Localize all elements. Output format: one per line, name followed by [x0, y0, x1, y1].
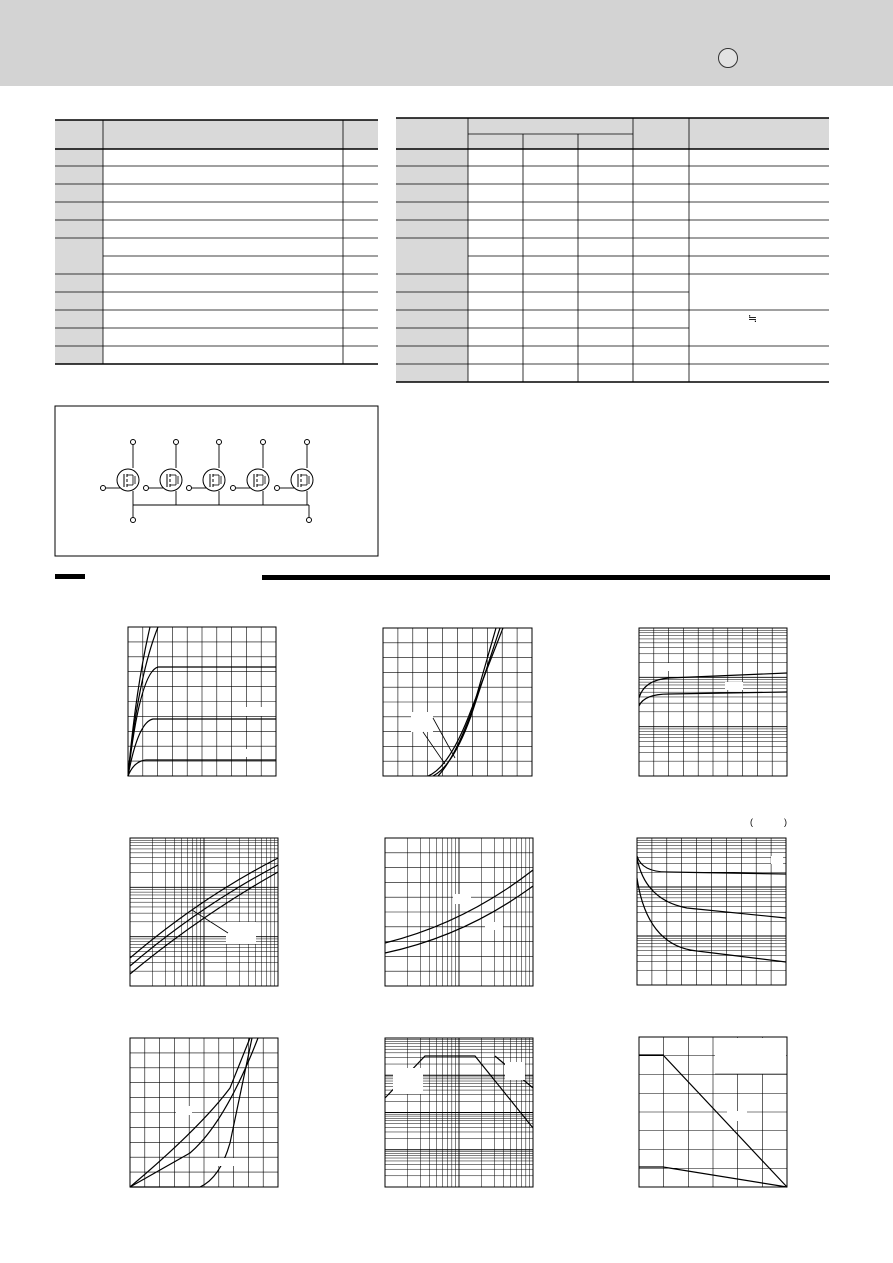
- table-symbol-cell: [396, 328, 468, 346]
- table-symbol-cell: [55, 346, 103, 364]
- mosfet-symbol-icon: [203, 469, 225, 491]
- chart-7: [130, 1038, 278, 1187]
- terminal-icon: [101, 486, 106, 491]
- table-symbol-cell: [55, 310, 103, 328]
- table-symbol-cell: [396, 364, 468, 382]
- chart-4: [130, 838, 278, 986]
- terminal-icon: [131, 440, 136, 445]
- mosfet-symbol-icon: [291, 469, 313, 491]
- equivalent-circuit: [55, 406, 378, 556]
- chart-1: [128, 627, 276, 776]
- table-symbol-cell: [396, 274, 468, 292]
- table-symbol-cell: [55, 184, 103, 202]
- chart-6: [637, 838, 786, 985]
- terminal-icon: [275, 486, 280, 491]
- table-symbol-cell: [396, 256, 468, 274]
- table-symbol-cell: [55, 256, 103, 274]
- curve-label: [246, 707, 262, 716]
- curve-label: [393, 1068, 423, 1094]
- table-symbol-cell: [55, 149, 103, 166]
- table-symbol-cell: [396, 292, 468, 310]
- curve-label: [725, 682, 743, 690]
- terminal-icon: [231, 486, 236, 491]
- mosfet-symbol-icon: [117, 469, 139, 491]
- table-symbol-cell: [396, 346, 468, 364]
- legend-area: [715, 1038, 786, 1074]
- table-symbol-cell: [396, 310, 468, 328]
- curve-label: [771, 856, 783, 864]
- table-symbol-cell: [396, 149, 468, 166]
- approx-symbol: ≒: [748, 312, 758, 325]
- table-symbol-cell: [55, 328, 103, 346]
- mosfet-symbol-icon: [160, 469, 182, 491]
- mosfet-symbol-icon: [247, 469, 269, 491]
- paren-left: (: [750, 817, 753, 827]
- chart-2: [383, 628, 532, 776]
- curve-label: [505, 1062, 525, 1080]
- terminal-icon: [187, 486, 192, 491]
- terminal-icon: [305, 440, 310, 445]
- curve-label: [485, 922, 503, 930]
- table-symbol-cell: [396, 202, 468, 220]
- characteristics-table: [396, 118, 829, 382]
- chart-3: [639, 628, 787, 776]
- table-symbol-cell: [55, 202, 103, 220]
- terminal-icon: [261, 440, 266, 445]
- terminal-icon: [174, 440, 179, 445]
- table-symbol-cell: [55, 166, 103, 184]
- curve-label: [663, 663, 683, 671]
- terminal-icon: [131, 518, 136, 523]
- table-symbol-cell: [396, 184, 468, 202]
- curve-label: [176, 1106, 192, 1115]
- curve-label: [216, 1158, 234, 1166]
- terminal-icon: [307, 518, 312, 523]
- curve-label: [727, 1111, 747, 1121]
- curve-label: [411, 712, 433, 732]
- chart-9: [639, 1037, 787, 1187]
- table-symbol-cell: [55, 274, 103, 292]
- terminal-icon: [144, 486, 149, 491]
- table-symbol-cell: [396, 166, 468, 184]
- table-header-band: [396, 118, 829, 149]
- curve-label: [232, 749, 250, 757]
- table-header-cell: [55, 120, 103, 149]
- terminal-icon: [217, 440, 222, 445]
- table-symbol-cell: [55, 238, 103, 256]
- paren-right: ): [784, 817, 787, 827]
- table-symbol-cell: [55, 220, 103, 238]
- table-symbol-cell: [396, 220, 468, 238]
- table-symbol-cell: [396, 238, 468, 256]
- chart-5: [385, 838, 533, 986]
- curve-label: [453, 894, 471, 904]
- curve-label: [226, 922, 256, 944]
- table-symbol-cell: [55, 292, 103, 310]
- table-header-cell: [103, 120, 343, 149]
- table-header-cell: [343, 120, 378, 149]
- chart-8: [385, 1038, 533, 1187]
- ratings-table: [55, 120, 378, 364]
